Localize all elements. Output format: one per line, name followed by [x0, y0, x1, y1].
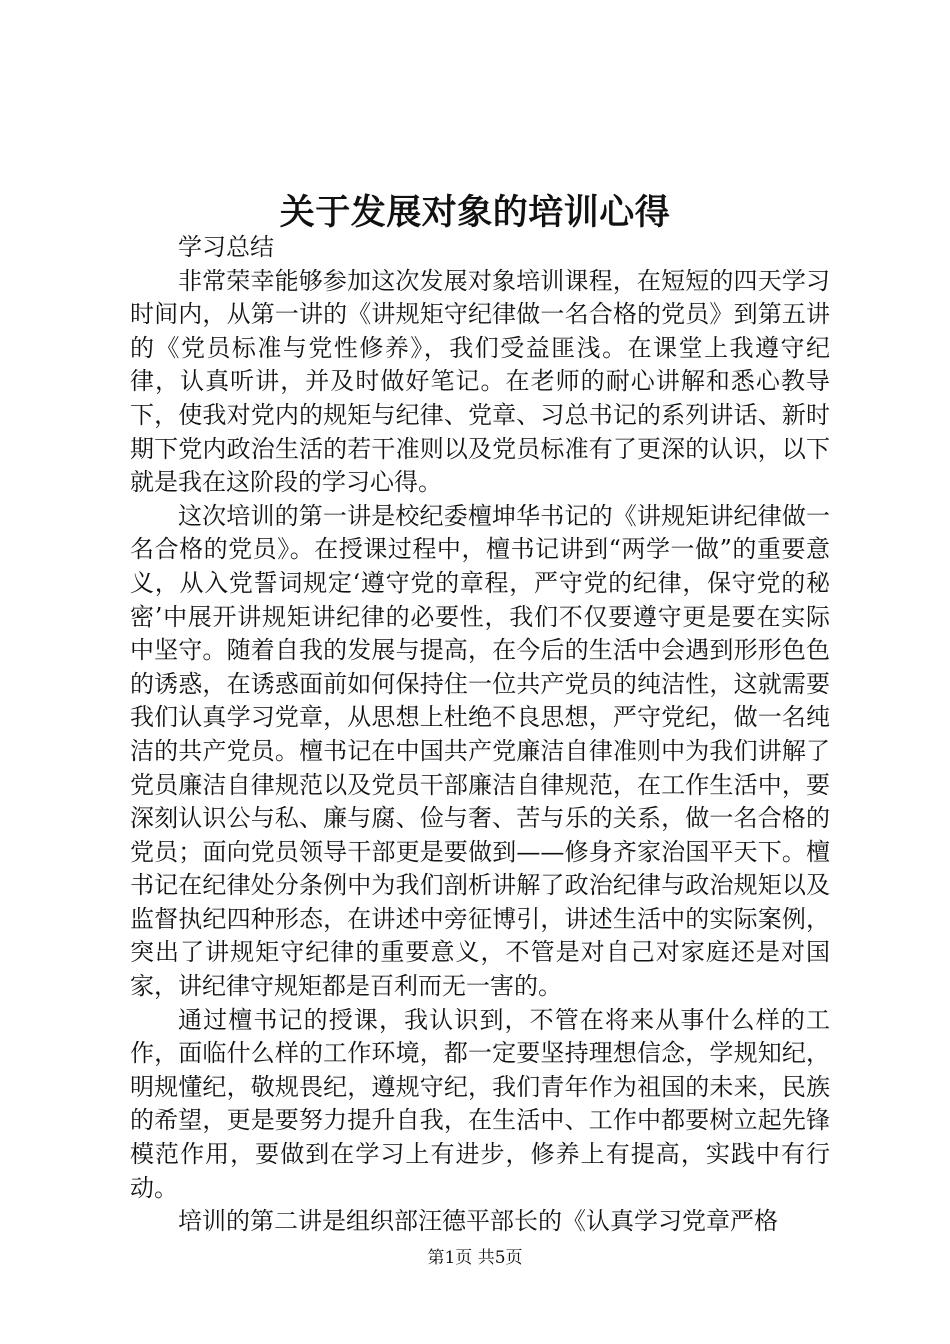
document-title: 关于发展对象的培训心得 [279, 192, 671, 233]
paragraph: 通过檀书记的授课，我认识到，不管在将来从事什么样的工作，面临什么样的工作环境，都一定要坚持理想信念，学规知纪，明规懂纪，敬规畏纪，遵规守纪，我们青年作为祖国的未来，民族的希望，更是要努力提升自我，在生活中、工作中都要树立起先锋模范作用，要做到在学习上有进步，修养上有提高，实践中有行动。 [130, 1005, 830, 1202]
paragraph-heading: 学习总结 [178, 233, 274, 261]
paragraph: 这次培训的第一讲是校纪委檀坤华书记的《讲规矩讲纪律做一名合格的党员》。在授课过程中，檀书记讲到“两学一做”的重要意义，从入党誓词规定‘遵守党的章程，严守党的纪律，保守党的秘密’中展开讲规矩讲纪律的必要性，我们不仅要遵守更是要在实际中坚守。随着自我的发展与提高，在今后的生活中会遇到形形色色的诱惑，在诱惑面前如何保持住一位共产党员的纯洁性，这就需要我们认真学习党章，从思想上杜绝不良思想，严守党纪，做一名纯洁的共产党员。檀书记在中国共产党廉洁自律准则中为我们讲解了党员廉洁自律规范以及党员干部廉洁自律规范，在工作生活中，要深刻认识公与私、廉与腐、俭与奢、苦与乐的关系，做一名合格的党员；面向党员领导干部更是要做到——修身齐家治国平天下。檀书记在纪律处分条例中为我们剖析讲解了政治纪律与政治规矩以及监督执纪四种形态，在讲述中旁征博引，讲述生活中的实际案例，突出了讲规矩守纪律的重要意义，不管是对自己对家庭还是对国家，讲纪律守规矩都是百利而无一害的。 [130, 501, 830, 1001]
document-body [130, 231, 830, 1239]
paragraph: 培训的第二讲是组织部汪德平部长的《认真学习党章严格 [178, 1207, 778, 1236]
page-footer: 第1页 共5页 [427, 1248, 523, 1268]
paragraph: 非常荣幸能够参加这次发展对象培训课程，在短短的四天学习时间内，从第一讲的《讲规矩守纪律做一名合格的党员》到第五讲的《党员标准与党性修养》，我们受益匪浅。在课堂上我遵守纪律，认真听讲，并及时做好笔记。在老师的耐心讲解和悉心教导下，使我对党内的规矩与纪律、党章、习总书记的系列讲话、新时期下党内政治生活的若干准则以及党员标准有了更深的认识，以下就是我在这阶段的学习心得。 [130, 266, 830, 497]
